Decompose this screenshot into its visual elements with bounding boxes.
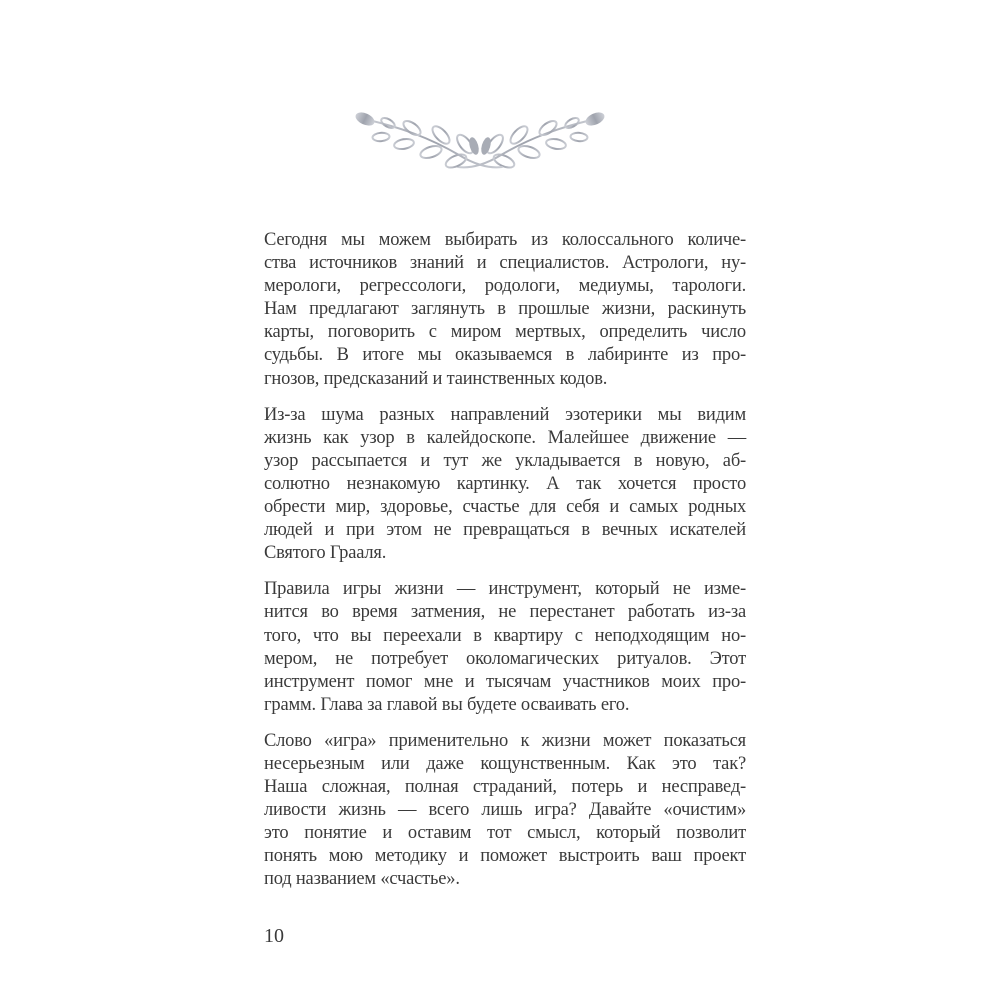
laurel-ornament-icon <box>352 110 608 172</box>
text-line: Правила игры жизни — инструмент, который не изме- <box>264 579 746 600</box>
text-line: обрести мир, здоровье, счастье для себя и самых родных <box>264 497 746 518</box>
text-line: солютно незнакомую картинку. А так хочется просто <box>264 473 746 494</box>
body-text <box>264 229 746 892</box>
text-line: того, что вы переехали в квартиру с неподходящим но- <box>264 625 746 646</box>
text-line: несерьезным или даже кощунственным. Как это так? <box>264 753 746 774</box>
text-line: инструмент помог мне и тысячам участников моих про- <box>264 671 746 692</box>
text-line: Наша сложная, полная страданий, потерь и несправед- <box>264 777 746 798</box>
paragraph <box>264 404 746 566</box>
text-line: карты, поговорить с миром мертвых, определить число <box>264 322 746 343</box>
text-line: ства источников знаний и специалистов. Астрологи, ну- <box>264 253 746 274</box>
paragraph <box>264 229 746 391</box>
text-line: под названием «счастье». <box>264 869 460 890</box>
text-line: понять мою методику и поможет выстроить ваш проект <box>264 846 746 867</box>
text-line: жизнь как узор в калейдоскопе. Малейшее движение — <box>264 427 746 448</box>
text-line: судьбы. В итоге мы оказываемся в лабиринте из про- <box>264 345 746 366</box>
page-number: 10 <box>264 925 284 947</box>
paragraph <box>264 578 746 717</box>
text-line: Святого Грааля. <box>264 543 387 564</box>
text-line: узор рассыпается и тут же укладывается в новую, аб- <box>264 450 746 471</box>
text-line: Сегодня мы можем выбирать из колоссального количе- <box>264 230 746 250</box>
text-line: Слово «игра» применительно к жизни может показаться <box>264 730 746 751</box>
text-line: людей и при этом не превращаться в вечных искателей <box>264 520 746 541</box>
text-line: мерологи, регрессологи, родологи, медиумы, тарологи. <box>264 276 746 297</box>
text-line: Нам предлагают заглянуть в прошлые жизни, раскинуть <box>264 299 746 320</box>
text-line: ливости жизнь — всего лишь игра? Давайте «очистим» <box>264 800 746 821</box>
paragraph <box>264 730 746 892</box>
text-line: гнозов, предсказаний и таинственных кодов. <box>264 368 608 389</box>
text-line: это понятие и оставим тот смысл, который позволит <box>264 823 746 844</box>
text-line: нится во время затмения, не перестанет работать из-за <box>264 602 746 623</box>
text-line: грамм. Глава за главой вы будете осваивать его. <box>264 694 630 715</box>
text-line: Из-за шума разных направлений эзотерики мы видим <box>264 404 746 425</box>
text-line: мером, не потребует околомагических ритуалов. Этот <box>264 648 746 669</box>
